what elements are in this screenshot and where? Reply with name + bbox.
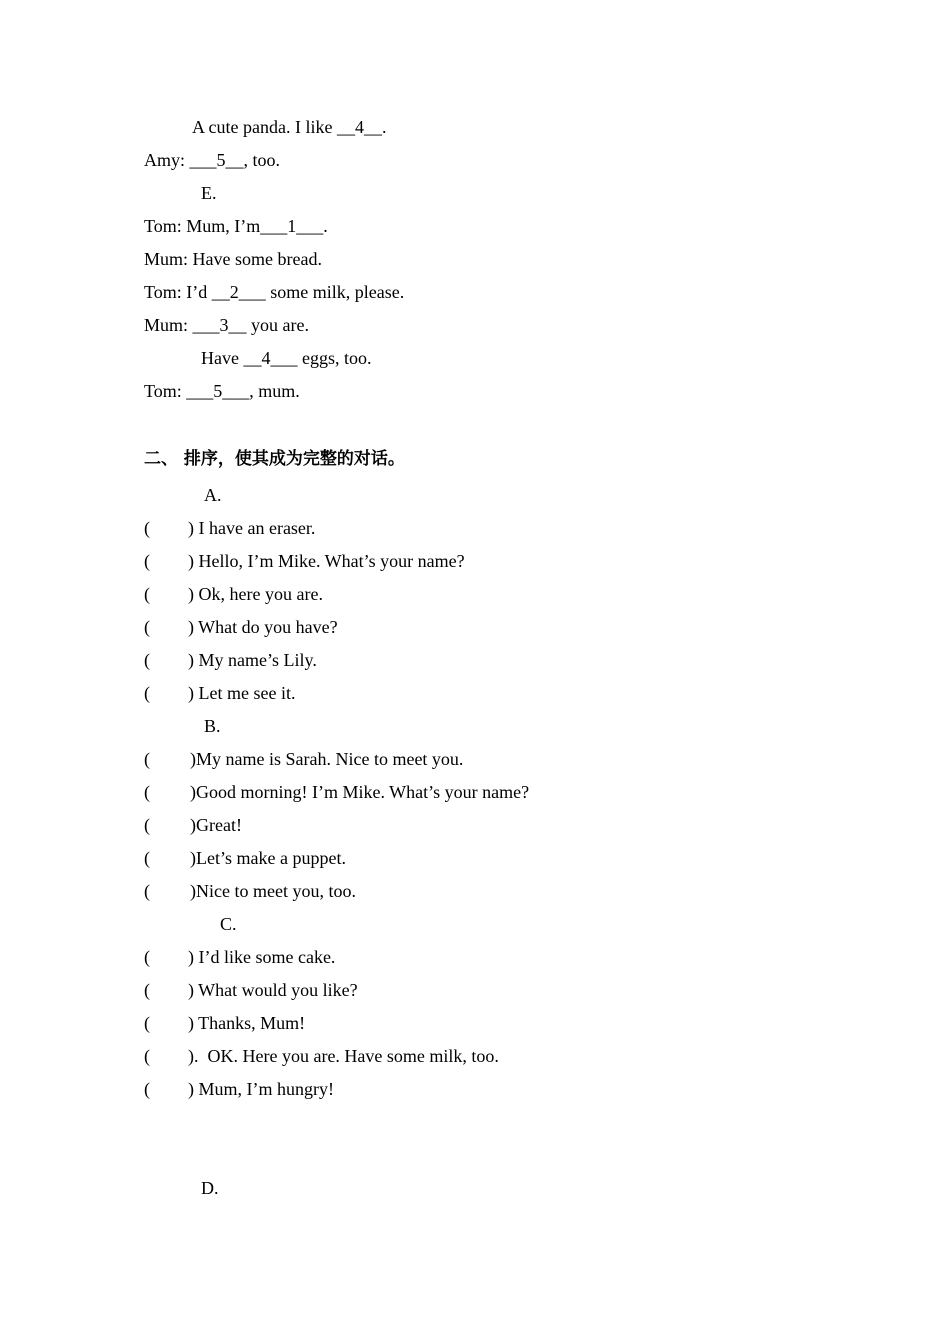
ordering-item: ( ) Thanks, Mum! [144, 1013, 306, 1033]
dialogue-line: Have __4___ eggs, too. [201, 348, 372, 368]
answer-blank[interactable]: ( [144, 617, 150, 637]
dialogue-line: Tom: Mum, I’m___1___. [144, 216, 328, 236]
dialogue-line: Tom: ___5___, mum. [144, 381, 300, 401]
dialogue-label-e: E. [201, 183, 217, 203]
ordering-item: ( ) What do you have? [144, 617, 338, 637]
ordering-item: ( )Good morning! I’m Mike. What’s your name? [144, 782, 530, 802]
answer-blank[interactable]: ( [144, 980, 150, 1000]
answer-blank[interactable]: ( [144, 551, 150, 571]
answer-blank[interactable]: ( [144, 683, 150, 703]
answer-blank[interactable]: ( [144, 782, 150, 802]
dialogue-line: Mum: Have some bread. [144, 249, 322, 269]
dialogue-line: Mum: ___3__ you are. [144, 315, 309, 335]
ordering-item: ( ) Hello, I’m Mike. What’s your name? [144, 551, 465, 571]
group-label-c: C. [220, 914, 237, 934]
answer-blank[interactable]: ( [144, 815, 150, 835]
ordering-item: ( ) What would you like? [144, 980, 358, 1000]
section-heading: 二、 排序，使其成为完整的对话。 [144, 449, 405, 469]
group-label-b: B. [204, 716, 221, 736]
dialogue-line: Amy: ___5__, too. [144, 150, 281, 170]
group-label-d: D. [201, 1178, 219, 1198]
answer-blank[interactable]: ( [144, 1046, 150, 1066]
answer-blank[interactable]: ( [144, 848, 150, 868]
ordering-item: ( ) I have an eraser. [144, 518, 316, 538]
ordering-item: ( )Great! [144, 815, 242, 835]
answer-blank[interactable]: ( [144, 518, 150, 538]
dialogue-line: Tom: I’d __2___ some milk, please. [144, 282, 405, 302]
answer-blank[interactable]: ( [144, 749, 150, 769]
answer-blank[interactable]: ( [144, 881, 150, 901]
ordering-item: ( ) Mum, I’m hungry! [144, 1079, 334, 1099]
answer-blank[interactable]: ( [144, 650, 150, 670]
ordering-item: ( )Nice to meet you, too. [144, 881, 356, 901]
ordering-item: ( )Let’s make a puppet. [144, 848, 346, 868]
ordering-item: ( ) Ok, here you are. [144, 584, 323, 604]
answer-blank[interactable]: ( [144, 584, 150, 604]
ordering-item: ( ). OK. Here you are. Have some milk, too. [144, 1046, 499, 1066]
ordering-item: ( ) My name’s Lily. [144, 650, 317, 670]
group-label-a: A. [204, 485, 222, 505]
ordering-item: ( )My name is Sarah. Nice to meet you. [144, 749, 464, 769]
ordering-item: ( ) Let me see it. [144, 683, 296, 703]
answer-blank[interactable]: ( [144, 1013, 150, 1033]
answer-blank[interactable]: ( [144, 1079, 150, 1099]
ordering-item: ( ) I’d like some cake. [144, 947, 336, 967]
dialogue-line: A cute panda. I like __4__. [192, 117, 387, 137]
answer-blank[interactable]: ( [144, 947, 150, 967]
